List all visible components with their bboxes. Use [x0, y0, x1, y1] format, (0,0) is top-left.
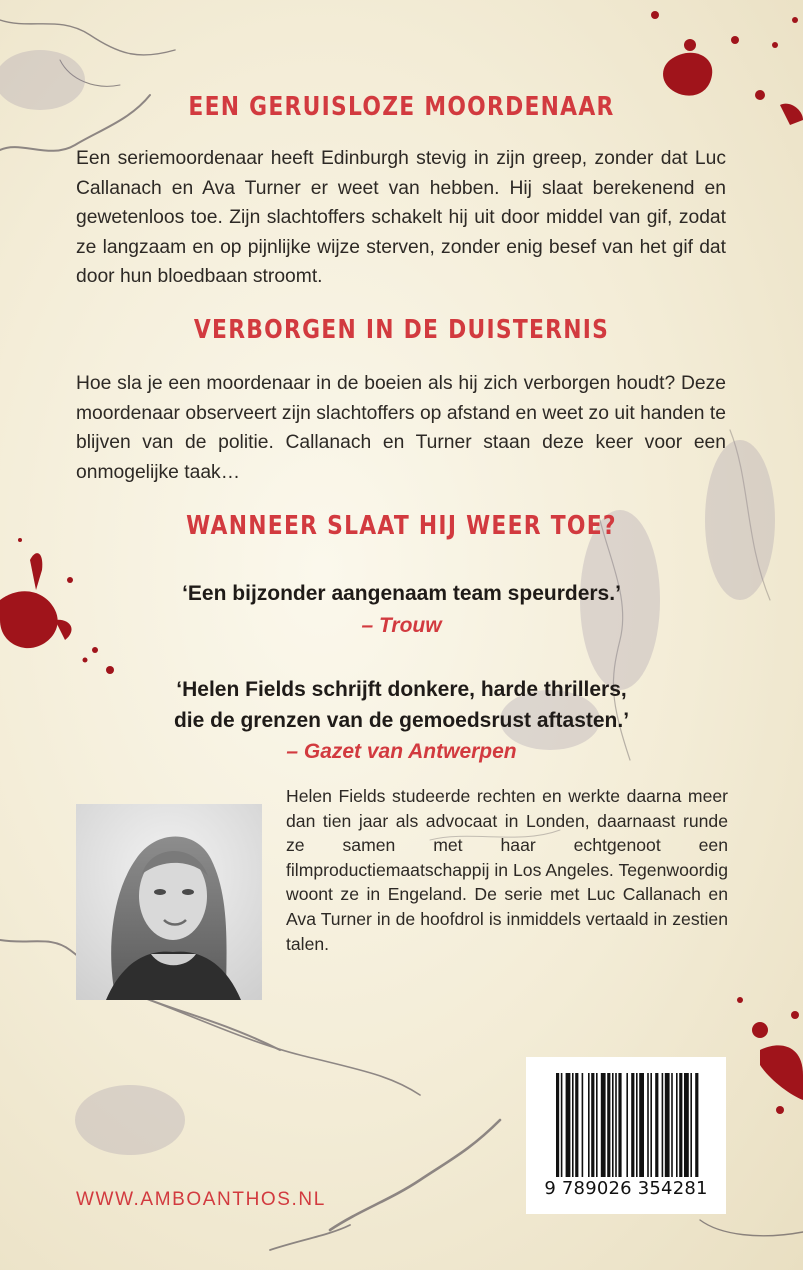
review-source-2: – Gazet van Antwerpen [286, 740, 517, 763]
barcode-bar [636, 1073, 638, 1177]
isbn-barcode [526, 1057, 726, 1214]
barcode-bar [572, 1073, 574, 1177]
barcode-bar [655, 1073, 658, 1177]
barcode-bar [556, 1073, 559, 1177]
barcode-bar [615, 1073, 617, 1177]
barcode-bar [665, 1073, 670, 1177]
barcode-bar [596, 1073, 598, 1177]
barcode-bar [591, 1073, 594, 1177]
review-quote-1: ‘Een bijzonder aangenaam team speurders.’ [182, 582, 621, 605]
review-source-1: – Trouw [361, 614, 442, 637]
blurb-paragraph-2: Hoe sla je een moordenaar in de boeien als hij zich verborgen houdt? Deze moordenaar observeert zijn slachtoffers op afstand en weet zo uit handen te blijven van de politie. Callanach en Turner staan deze keer voor een onmogelijke taak… [76, 373, 726, 483]
barcode-bar [639, 1073, 644, 1177]
heading-hidden-in-darkness: VERBORGEN IN DE DUISTERNIS [193, 315, 610, 345]
barcode-bar [650, 1073, 652, 1177]
heading-when-strikes-again: WANNEER SLAAT HIJ WEER TOE? [186, 511, 617, 541]
barcode-bar [690, 1073, 692, 1177]
review-quote-2-line-1: ‘Helen Fields schrijft donkere, harde thrillers, [176, 678, 627, 701]
barcode-bar [601, 1073, 606, 1177]
author-bio: Helen Fields studeerde rechten en werkte daarna meer dan tien jaar als advocaat in Londen, daarnaast runde ze samen met haar echtgenoot een filmproductiemaatschappij in Los Angeles. Tegenwoordig woont ze in Engeland. De serie met Luc Callanach en Ava Turner in de hoofdrol is inmiddels vertaald in zestien talen. [286, 786, 728, 954]
blurb-paragraph-1: Een seriemoordenaar heeft Edinburgh stevig in zijn greep, zonder dat Luc Callanach en Ava Turner er weet van hebben. Hij slaat berekenend en gewetenloos toe. Zijn slachtoffers schakelt hij uit door middel van gif, zodat ze langzaam en op pijnlijke wijze sterven, zonder enig besef van het gif dat door hun bloedbaan stroomt. [76, 148, 726, 287]
barcode-bar [612, 1073, 614, 1177]
barcode-bar [647, 1073, 649, 1177]
barcode-bar [631, 1073, 634, 1177]
barcode-bar [671, 1073, 673, 1177]
barcode-bar [618, 1073, 621, 1177]
author-photo [76, 804, 262, 1000]
barcode-bar [588, 1073, 590, 1177]
barcode-bar [684, 1073, 689, 1177]
barcode-bar [575, 1073, 578, 1177]
barcode-bar [626, 1073, 628, 1177]
isbn-number: 9 789026 354281 [544, 1178, 708, 1199]
publisher-website: WWW.AMBOANTHOS.NL [76, 1189, 326, 1210]
heading-silent-killer: EEN GERUISLOZE MOORDENAAR [188, 92, 615, 122]
barcode-bar [607, 1073, 610, 1177]
barcode-bar [695, 1073, 698, 1177]
barcode-bar [679, 1073, 682, 1177]
barcode-bar [561, 1073, 563, 1177]
review-quote-2-line-2: die de grenzen van de gemoedsrust aftasten.’ [173, 709, 630, 732]
barcode-bar [676, 1073, 678, 1177]
barcode-bar [662, 1073, 664, 1177]
barcode-bar [566, 1073, 571, 1177]
barcode-bar [582, 1073, 584, 1177]
